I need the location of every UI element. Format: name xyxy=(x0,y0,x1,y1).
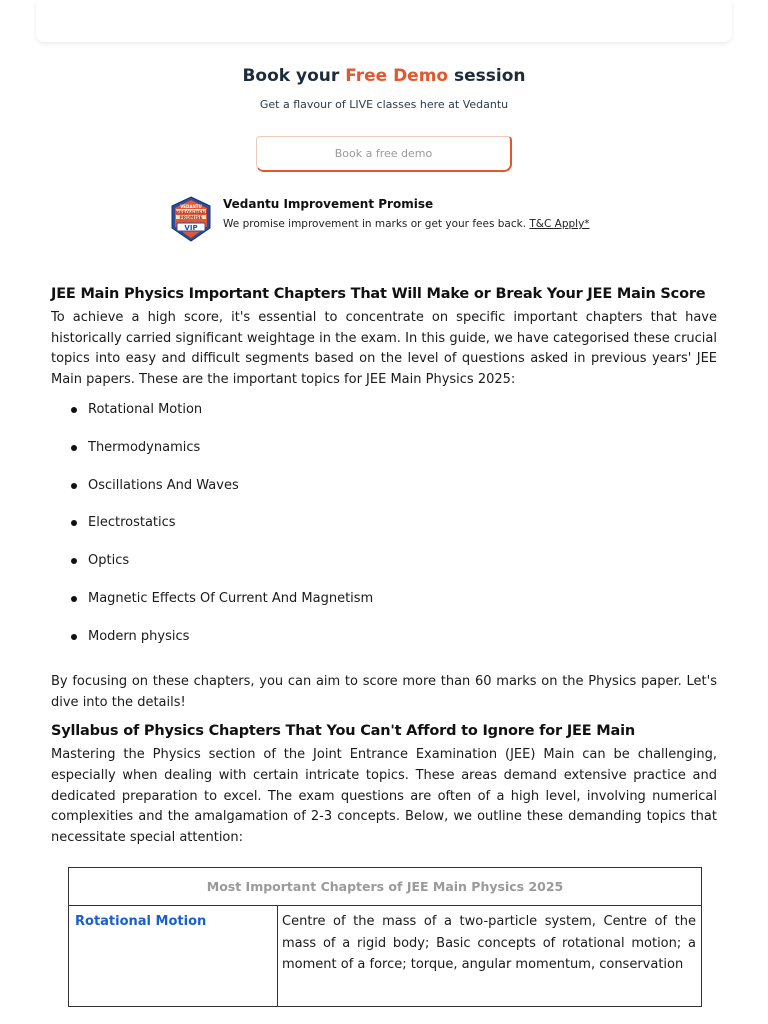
chapter-link[interactable]: Rotational Motion xyxy=(75,914,207,929)
topic-label: Thermodynamics xyxy=(88,440,201,456)
bullet-icon xyxy=(71,407,77,413)
bullet-icon xyxy=(71,483,77,489)
list-item xyxy=(51,553,717,591)
topic-label: Optics xyxy=(88,553,130,569)
chapters-table xyxy=(68,867,702,1007)
topic-label: Magnetic Effects Of Current And Magnetism xyxy=(88,590,374,606)
list-item xyxy=(51,629,717,667)
table-header-row xyxy=(69,868,702,906)
heading-syllabus: Syllabus of Physics Chapters That You Can't Afford to Ignore for JEE Main xyxy=(51,723,636,740)
badge-text-3: PROMISE xyxy=(179,215,203,221)
article-content xyxy=(51,286,717,848)
bullet-icon xyxy=(71,520,77,526)
topic-label: Oscillations And Waves xyxy=(88,477,239,493)
table-row xyxy=(69,906,702,1007)
book-free-demo-button[interactable]: Book a free demo xyxy=(256,136,512,172)
chapter-topics-cell: Centre of the mass of a two-particle system, Centre of the mass of a rigid body; Basic concepts of rotational motion; a moment of a force; torque, angular momentum, conservation xyxy=(278,906,702,1007)
demo-title-accent: Free Demo xyxy=(345,66,449,86)
bullet-icon xyxy=(71,634,77,640)
topic-label: Rotational Motion xyxy=(88,402,203,418)
intro-paragraph: To achieve a high score, it's essential to concentrate on specific important chapters that have historically carried significant weightage in the exam. In this guide, we have categorised these crucial topics into easy and difficult segments based on the level of questions asked in previous years' JEE Main papers. These are the important topics for JEE Main Physics 2025: xyxy=(51,310,717,387)
bullet-icon xyxy=(71,445,77,451)
list-item xyxy=(51,402,717,440)
topic-label: Modern physics xyxy=(88,628,190,644)
promise-description-text: We promise improvement in marks or get your fees back. xyxy=(223,218,530,230)
demo-subtitle: Get a flavour of LIVE classes here at Vedantu xyxy=(259,98,509,111)
list-item xyxy=(51,478,717,516)
topic-label: Electrostatics xyxy=(88,515,176,531)
list-item xyxy=(51,591,717,629)
promise-title: Vedantu Improvement Promise xyxy=(223,197,434,211)
bullet-icon xyxy=(71,558,77,564)
badge-text-4: VIP xyxy=(184,223,198,232)
demo-title xyxy=(0,66,768,86)
heading-important-chapters: JEE Main Physics Important Chapters That Will Make or Break Your JEE Main Score xyxy=(51,286,706,302)
list-item xyxy=(51,440,717,478)
table-header: Most Important Chapters of JEE Main Physics 2025 xyxy=(69,868,702,906)
demo-title-pre: Book your xyxy=(242,66,346,86)
terms-link[interactable]: T&C Apply* xyxy=(529,218,590,230)
chapter-cell xyxy=(69,906,278,1007)
top-card-edge xyxy=(36,0,732,42)
demo-title-post: session xyxy=(448,66,526,86)
vip-badge-icon xyxy=(170,196,212,242)
badge-text-1: VEDANTU xyxy=(180,204,202,209)
syllabus-paragraph: Mastering the Physics section of the Joint Entrance Examination (JEE) Main can be challenging, especially when dealing with certain intricate topics. These areas demand extensive practice and dedicated preparation to excel. The exam questions are often of a high level, involving numerical complexities and the amalgamation of 2-3 concepts. Below, we outline these demanding topics that necessitate special attention: xyxy=(51,747,717,845)
promise-description xyxy=(223,218,590,230)
after-list-paragraph: By focusing on these chapters, you can aim to score more than 60 marks on the Physics paper. Let's dive into the details! xyxy=(51,674,717,710)
topics-list xyxy=(51,402,717,666)
bullet-icon xyxy=(71,596,77,602)
list-item xyxy=(51,515,717,553)
badge-text-2: IMPROVEMENT xyxy=(174,209,208,215)
